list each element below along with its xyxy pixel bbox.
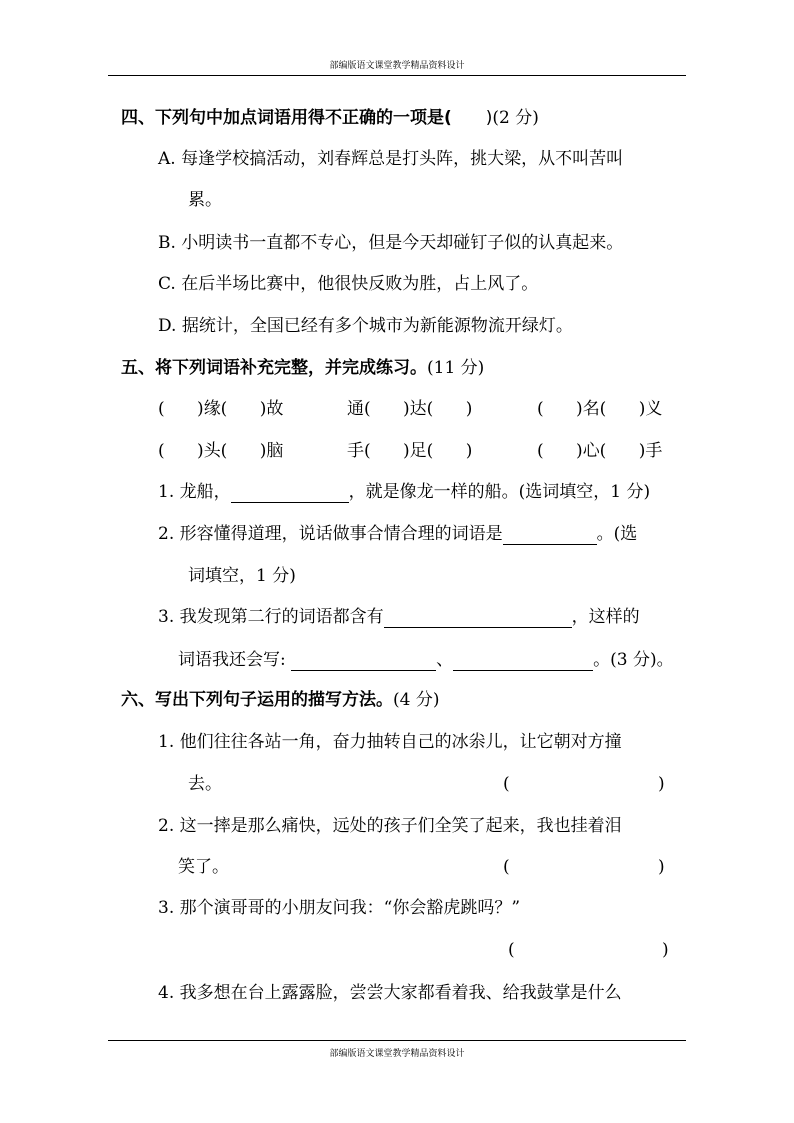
s5-q3-blank-3[interactable]	[453, 652, 593, 671]
page-header: 部编版语文课堂教学精品资料设计	[329, 61, 465, 71]
s6-question-2-cont: 笑了。	[178, 857, 229, 877]
word-group-2-3: ( )心( )手	[537, 441, 663, 461]
s6-question-3: 3. 那个演哥哥的小朋友问我：“你会豁虎跳吗？”	[158, 898, 521, 918]
section5-title-text: 五、将下列词语补充完整，并完成练习。	[121, 358, 427, 378]
s5-q1-prefix: 1. 龙船，	[158, 482, 231, 502]
s6-question-1-cont: 去。	[188, 774, 222, 794]
word-group-1-2: 通( )达( )	[347, 399, 473, 419]
section6-score: (4 分)	[393, 690, 440, 710]
option-a-line1: A. 每逢学校搞活动，刘春辉总是打头阵，挑大梁，从不叫苦叫	[158, 149, 624, 169]
s5-question-1	[158, 481, 650, 503]
section5-title	[121, 357, 484, 379]
footer-rule	[108, 1040, 686, 1041]
option-b: B. 小明读书一直都不专心，但是今天却碰钉子似的认真起来。	[158, 233, 624, 253]
s5-q2-suffix: 。(选	[596, 524, 638, 544]
section6-title-text: 六、写出下列句子运用的描写方法。	[121, 690, 393, 710]
s5-q3-blank-2[interactable]	[291, 652, 436, 671]
s6-question-1: 1. 他们往往各站一角，奋力抽转自己的冰尜儿，让它朝对方撞	[158, 732, 622, 752]
s5-q2-blank[interactable]	[503, 526, 597, 545]
s6-question-2: 2. 这一摔是那么痛快，远处的孩子们全笑了起来，我也挂着泪	[158, 816, 622, 836]
s5-q3-end: 。(3 分)。	[593, 650, 674, 670]
word-group-2-2: 手( )足( )	[347, 441, 473, 461]
s6-q2-answer-open[interactable]: (	[503, 857, 510, 877]
word-group-2-1: ( )头( )脑	[158, 441, 284, 461]
option-a-line2: 累。	[188, 190, 222, 210]
option-c: C. 在后半场比赛中，他很快反败为胜，占上风了。	[158, 274, 539, 294]
section5-score: (11 分)	[427, 358, 485, 378]
word-group-1-3: ( )名( )义	[537, 399, 663, 419]
s6-q2-answer-close: )	[658, 857, 665, 877]
section4-title	[121, 107, 539, 129]
s6-q1-answer-close: )	[658, 774, 665, 794]
s5-q3-prefix: 3. 我发现第二行的词语都含有	[158, 607, 384, 627]
s5-question-3-cont	[178, 649, 674, 671]
header-rule	[108, 75, 686, 76]
word-group-1-1: ( )缘( )故	[158, 399, 284, 419]
s6-question-4: 4. 我多想在台上露露脸，尝尝大家都看着我、给我鼓掌是什么	[158, 983, 622, 1003]
s6-q3-answer-open[interactable]: (	[508, 940, 515, 960]
s5-question-3	[158, 606, 640, 628]
section4-title-text: 四、下列句中加点词语用得不正确的一项是(	[121, 108, 452, 128]
s5-question-2-cont: 词填空，1 分)	[188, 566, 296, 586]
section4-title-paren-close: )	[485, 108, 493, 128]
s5-question-2	[158, 523, 637, 545]
section4-score: (2 分)	[492, 108, 539, 128]
s6-q1-answer-open[interactable]: (	[503, 774, 510, 794]
s5-q1-suffix: ，就是像龙一样的船。(选词填空，1 分)	[348, 482, 651, 502]
s5-q3-cont-prefix: 词语我还会写:	[178, 650, 286, 670]
section6-title	[121, 689, 439, 711]
s5-q3-suffix: ，这样的	[571, 607, 640, 627]
page-footer: 部编版语文课堂教学精品资料设计	[329, 1049, 465, 1059]
s5-q1-blank[interactable]	[231, 484, 349, 503]
s5-q3-separator: 、	[436, 650, 454, 670]
s5-q3-blank-1[interactable]	[384, 609, 572, 628]
s6-q3-answer-close: )	[662, 940, 669, 960]
option-d: D. 据统计，全国已经有多个城市为新能源物流开绿灯。	[158, 316, 573, 336]
s5-q2-prefix: 2. 形容懂得道理，说话做事合情合理的词语是	[158, 524, 503, 544]
